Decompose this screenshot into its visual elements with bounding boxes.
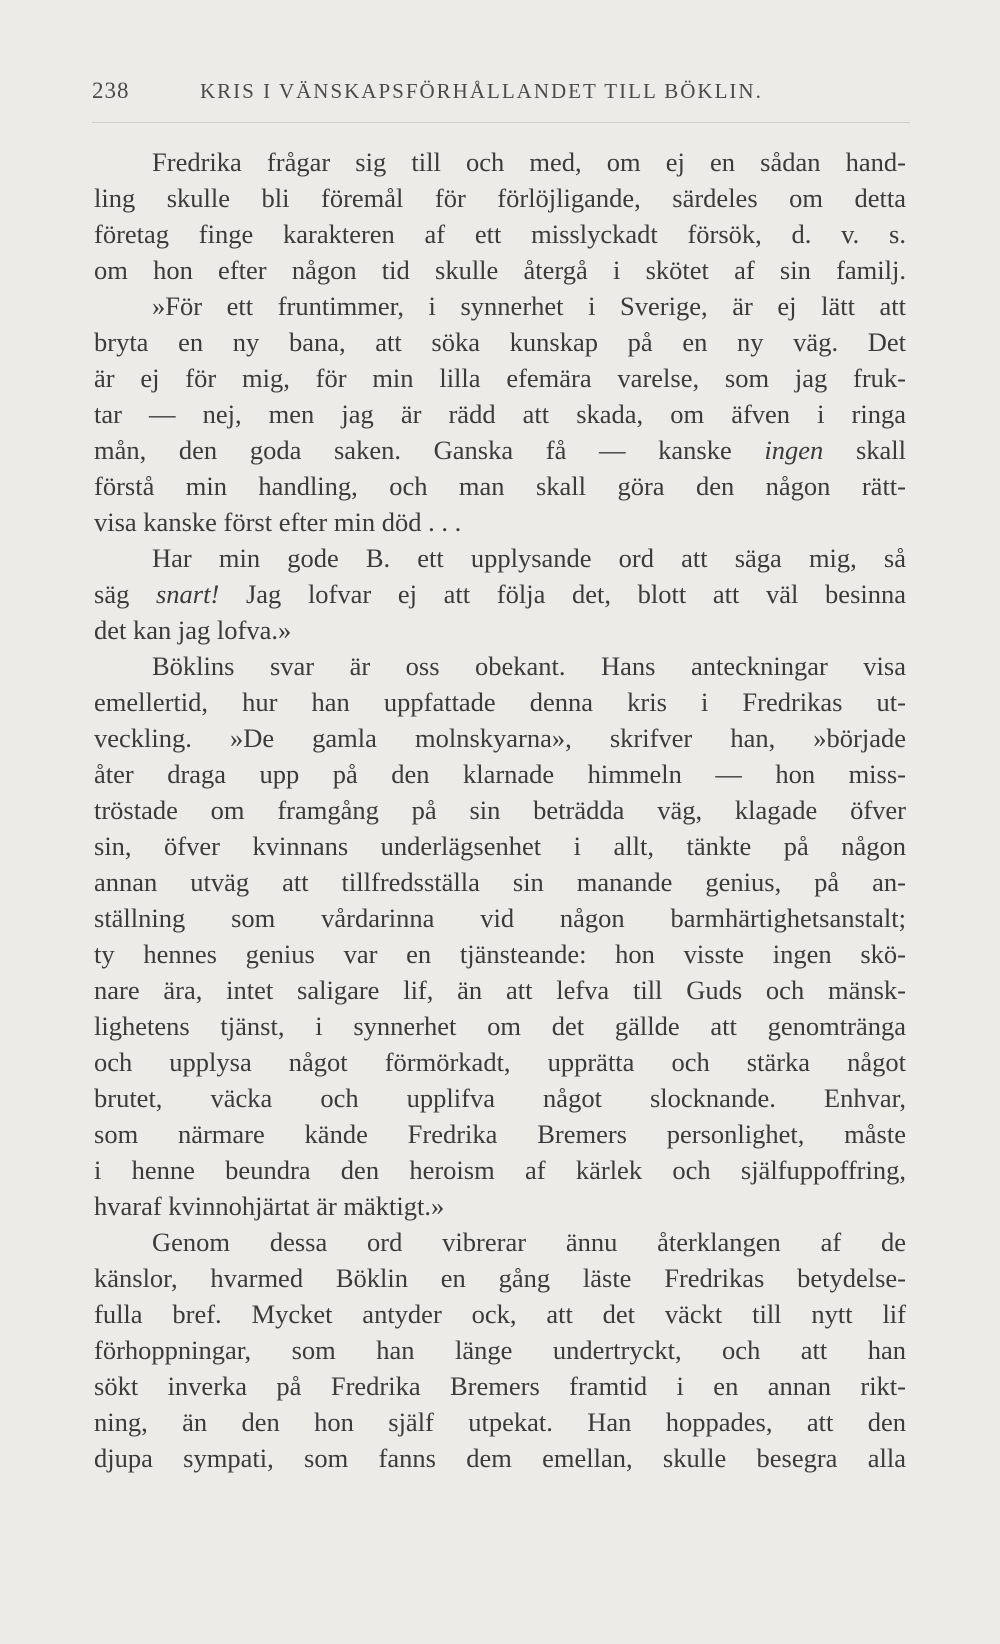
text-line bbox=[94, 900, 906, 936]
text-run: Jag lofvar ej att följa det, blott att väl besinna bbox=[219, 579, 906, 609]
text-line bbox=[94, 468, 906, 504]
text-run: ling skulle bli föremål för förlöjligande, särdeles om detta bbox=[94, 183, 906, 213]
text-line bbox=[94, 1332, 906, 1368]
text-line bbox=[94, 432, 906, 468]
text-run: nare ära, intet saligare lif, än att lefva till Guds och mänsk- bbox=[94, 975, 906, 1005]
text-line bbox=[94, 324, 906, 360]
text-line bbox=[94, 144, 906, 180]
text-line bbox=[94, 972, 906, 1008]
text-run: tar — nej, men jag är rädd att skada, om äfven i ringa bbox=[94, 399, 906, 429]
text-line bbox=[94, 1044, 906, 1080]
text-line bbox=[94, 576, 906, 612]
page-header bbox=[92, 78, 910, 104]
text-run: Böklins svar är oss obekant. Hans anteckningar visa bbox=[152, 651, 906, 681]
text-run: känslor, hvarmed Böklin en gång läste Fredrikas betydelse- bbox=[94, 1263, 906, 1293]
text-line bbox=[94, 180, 906, 216]
text-run: är ej för mig, för min lilla efemära varelse, som jag fruk- bbox=[94, 363, 906, 393]
emphasized-text: snart! bbox=[155, 579, 220, 609]
text-line bbox=[94, 936, 906, 972]
text-run: ty hennes genius var en tjänsteande: hon visste ingen skö- bbox=[94, 939, 906, 969]
text-run: brutet, väcka och upplifva något slocknande. Enhvar, bbox=[94, 1083, 906, 1113]
text-run: mån, den goda saken. Ganska få — kanske bbox=[94, 435, 765, 465]
text-run: förstå min handling, och man skall göra den någon rätt- bbox=[94, 471, 906, 501]
text-run: veckling. »De gamla molnskyarna», skrifver han, »började bbox=[94, 723, 906, 753]
text-line bbox=[94, 504, 906, 540]
text-run: visa kanske först efter min död . . . bbox=[94, 507, 462, 537]
text-run: säg bbox=[94, 579, 156, 609]
text-line bbox=[94, 1008, 906, 1044]
text-line bbox=[94, 1260, 906, 1296]
text-run: Har min gode B. ett upplysande ord att säga mig, så bbox=[152, 543, 906, 573]
text-run: bryta en ny bana, att söka kunskap på en ny väg. Det bbox=[94, 327, 906, 357]
page-number: 238 bbox=[92, 78, 130, 103]
text-run: sökt inverka på Fredrika Bremers framtid i en annan rikt- bbox=[94, 1371, 906, 1401]
running-title: KRIS I VÄNSKAPSFÖRHÅLLANDET TILL BÖKLIN. bbox=[200, 79, 763, 103]
text-run: fulla bref. Mycket antyder ock, att det väckt till nytt lif bbox=[94, 1299, 906, 1329]
text-line bbox=[94, 1224, 906, 1260]
text-line bbox=[94, 252, 906, 288]
text-line bbox=[94, 864, 906, 900]
text-run: i henne beundra den heroism af kärlek och själfuppoffring, bbox=[94, 1155, 906, 1185]
text-line bbox=[94, 1080, 906, 1116]
text-run: det kan jag lofva.» bbox=[94, 615, 292, 645]
text-line bbox=[94, 1440, 906, 1476]
text-run: tröstade om framgång på sin beträdda väg, klagade öfver bbox=[94, 795, 906, 825]
text-run: emellertid, hur han uppfattade denna kris i Fredrikas ut- bbox=[94, 687, 906, 717]
text-line bbox=[94, 360, 906, 396]
text-line bbox=[94, 1368, 906, 1404]
text-line bbox=[94, 1152, 906, 1188]
text-run: ställning som vårdarinna vid någon barmhärtighetsanstalt; bbox=[94, 903, 906, 933]
header-rule bbox=[92, 122, 910, 123]
text-run: »För ett fruntimmer, i synnerhet i Sverige, är ej lätt att bbox=[152, 291, 906, 321]
text-run: lighetens tjänst, i synnerhet om det gällde att genomtränga bbox=[94, 1011, 906, 1041]
text-line bbox=[94, 756, 906, 792]
text-run: företag finge karakteren af ett misslyckadt försök, d. v. s. bbox=[94, 219, 906, 249]
text-line bbox=[94, 1296, 906, 1332]
body-text bbox=[94, 144, 906, 1476]
text-line bbox=[94, 720, 906, 756]
text-line bbox=[94, 216, 906, 252]
text-line bbox=[94, 648, 906, 684]
text-run: djupa sympati, som fanns dem emellan, skulle besegra alla bbox=[94, 1443, 906, 1473]
text-run: annan utväg att tillfredsställa sin manande genius, på an- bbox=[94, 867, 906, 897]
text-line bbox=[94, 396, 906, 432]
text-run: Fredrika frågar sig till och med, om ej en sådan hand- bbox=[152, 147, 906, 177]
text-line bbox=[94, 540, 906, 576]
text-line bbox=[94, 1188, 906, 1224]
text-run: om hon efter någon tid skulle återgå i skötet af sin familj. bbox=[94, 255, 906, 285]
text-run: åter draga upp på den klarnade himmeln — hon miss- bbox=[94, 759, 906, 789]
text-run: ning, än den hon själf utpekat. Han hoppades, att den bbox=[94, 1407, 906, 1437]
text-run: som närmare kände Fredrika Bremers personlighet, måste bbox=[94, 1119, 906, 1149]
text-line bbox=[94, 612, 906, 648]
text-line bbox=[94, 1404, 906, 1440]
text-run: och upplysa något förmörkadt, upprätta och stärka något bbox=[94, 1047, 906, 1077]
text-line bbox=[94, 1116, 906, 1152]
text-run: Genom dessa ord vibrerar ännu återklangen af de bbox=[152, 1227, 906, 1257]
text-line bbox=[94, 792, 906, 828]
text-run: förhoppningar, som han länge undertryckt, och att han bbox=[94, 1335, 906, 1365]
text-run: hvaraf kvinnohjärtat är mäktigt.» bbox=[94, 1191, 445, 1221]
text-line bbox=[94, 684, 906, 720]
emphasized-text: ingen bbox=[764, 435, 824, 465]
text-run: sin, öfver kvinnans underlägsenhet i allt, tänkte på någon bbox=[94, 831, 906, 861]
text-line bbox=[94, 288, 906, 324]
text-run: skall bbox=[823, 435, 906, 465]
text-line bbox=[94, 828, 906, 864]
